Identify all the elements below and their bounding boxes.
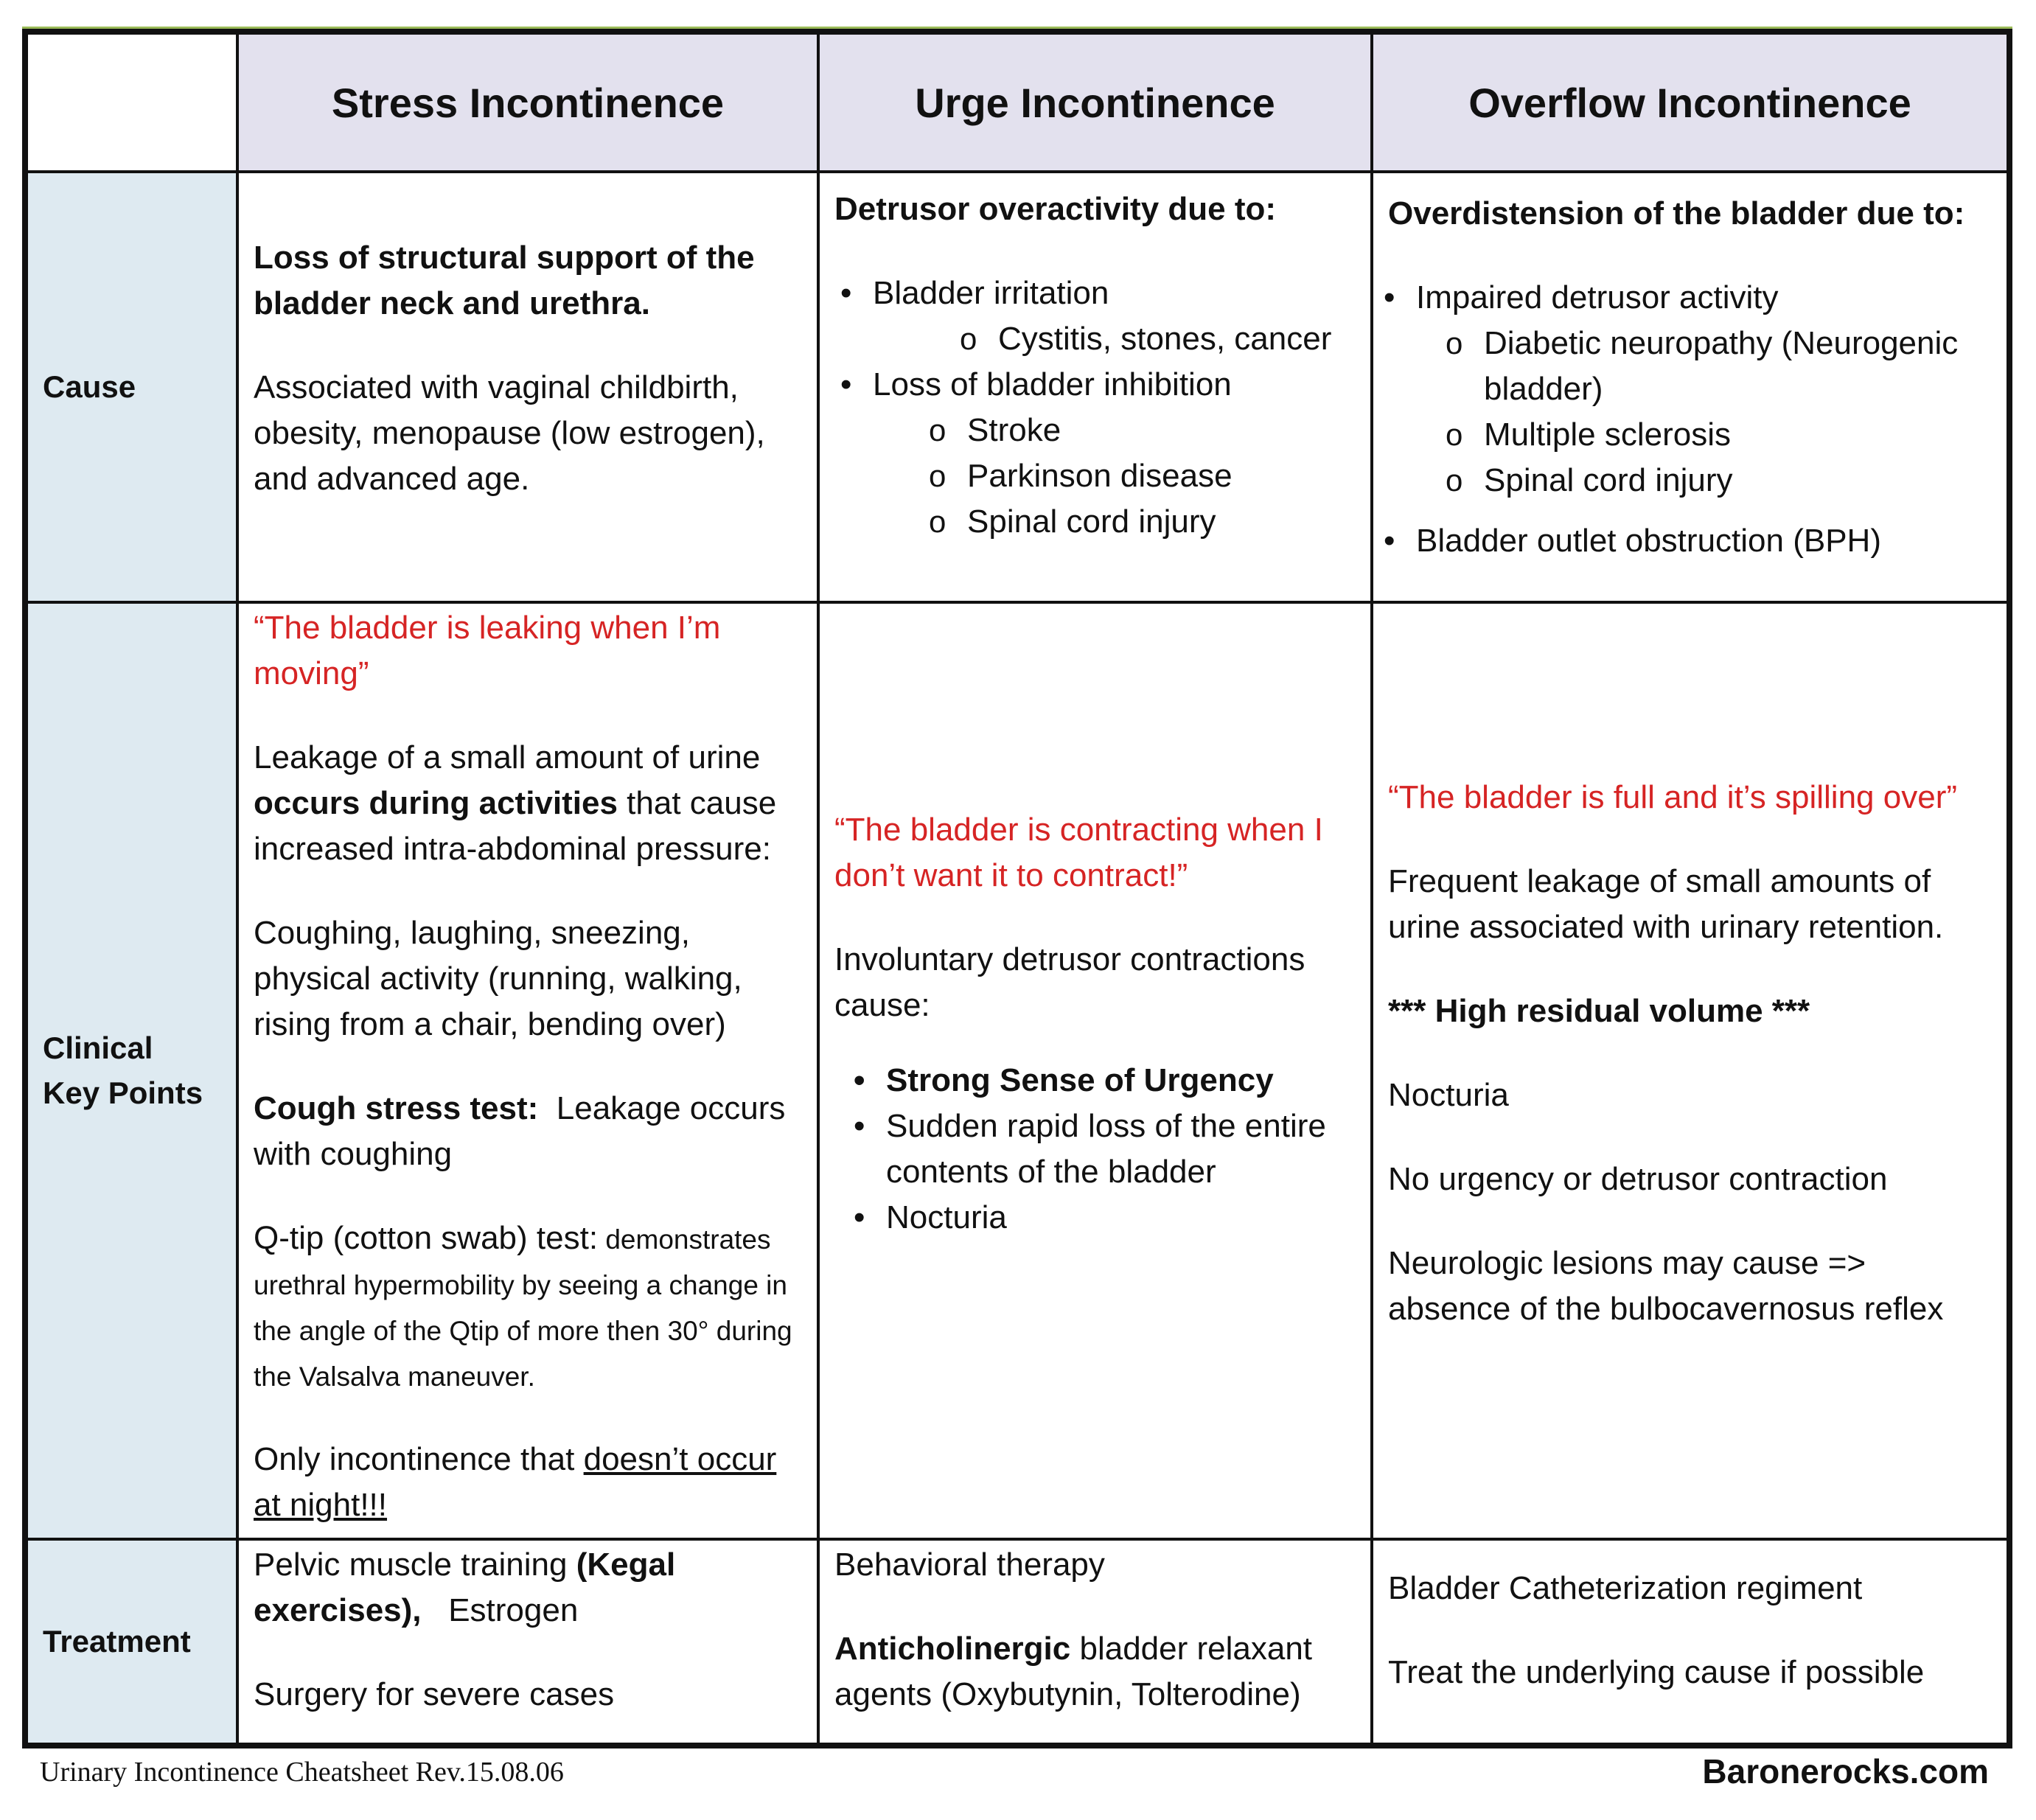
list-item: • Sudden rapid loss of the entire contents of the bladder — [886, 1103, 1356, 1195]
clinical-urge-list — [834, 1058, 1356, 1241]
cause-overflow-list — [1388, 275, 1992, 564]
clinical-stress-cell — [237, 602, 818, 1539]
clinical-urge-quote: “The bladder is contracting when I don’t want it to contract!” — [834, 812, 1323, 893]
clinical-row — [27, 602, 2008, 1539]
clinical-overflow-cell — [1372, 602, 2008, 1539]
list-item: o Cystitis, stones, cancer — [998, 316, 1356, 362]
row-header-treatment — [27, 1539, 237, 1744]
clinical-stress-qtip-test: Q-tip (cotton swab) test: demonstrates urethral hypermobility by seeing a change in the angle of the Qtip of more then 30° during the Valsalva maneuver. — [254, 1220, 792, 1392]
treatment-stress-line1: Pelvic muscle training (Kegal exercises), Estrogen — [254, 1547, 676, 1628]
row-header-treatment-label: Treatment — [43, 1623, 191, 1659]
list-item: o Spinal cord injury — [1484, 458, 1992, 503]
cheatsheet-table-frame — [22, 29, 2012, 1748]
clinical-overflow-text: Frequent leakage of small amounts of urine associated with urinary retention. — [1388, 863, 1944, 945]
treatment-urge-cell — [818, 1539, 1372, 1744]
cause-overflow-heading: Overdistension of the bladder due to: — [1388, 195, 1965, 231]
list-item: • Bladder irritation o Cystitis, stones, cancer — [873, 271, 1356, 362]
cause-stress-bold: Loss of structural support of the bladder neck and urethra. — [254, 240, 755, 321]
list-item: o Multiple sclerosis — [1484, 412, 1992, 458]
row-header-cause — [27, 172, 237, 602]
clinical-urge-cell — [818, 602, 1372, 1539]
cause-urge-heading: Detrusor overactivity due to: — [834, 191, 1277, 227]
clinical-stress-night: Only incontinence that doesn’t occur at night!!! — [254, 1441, 777, 1523]
footer-revision: Urinary Incontinence Cheatsheet Rev.15.08.06 — [40, 1757, 564, 1788]
clinical-overflow-neuro: Neurologic lesions may cause => absence of the bulbocavernosus reflex — [1388, 1245, 1944, 1327]
cause-overflow-cell — [1372, 172, 2008, 602]
clinical-overflow-quote: “The bladder is full and it’s spilling over” — [1388, 779, 1957, 815]
col-header-overflow: Overflow Incontinence — [1372, 33, 2008, 172]
corner-cell — [27, 33, 237, 172]
cause-row — [27, 172, 2008, 602]
clinical-stress-quote: “The bladder is leaking when I’m moving” — [254, 610, 721, 691]
header-row — [27, 33, 2008, 172]
clinical-stress-leakage: Leakage of a small amount of urine occurs during activities that cause increased intra-abdominal pressure: — [254, 739, 777, 867]
incontinence-table — [25, 32, 2009, 1746]
col-header-urge: Urge Incontinence — [818, 33, 1372, 172]
clinical-stress-cough-test: Cough stress test: Leakage occurs with coughing — [254, 1090, 795, 1172]
cause-urge-list — [834, 271, 1356, 545]
clinical-stress-activities: Coughing, laughing, sneezing, physical activity (running, walking, rising from a chair, bending over) — [254, 915, 742, 1042]
cause-stress-cell — [237, 172, 818, 602]
clinical-overflow-nocturia: Nocturia — [1388, 1077, 1509, 1113]
clinical-urge-text: Involuntary detrusor contractions cause: — [834, 941, 1305, 1023]
row-header-clinical-line2: Key Points — [43, 1075, 203, 1110]
list-item: o Diabetic neuropathy (Neurogenic bladder) — [1484, 321, 1992, 412]
list-item: o Spinal cord injury — [967, 499, 1356, 545]
list-item: • Strong Sense of Urgency — [886, 1058, 1356, 1103]
cause-stress-text: Associated with vaginal childbirth, obesity, menopause (low estrogen), and advanced age. — [254, 369, 765, 497]
treatment-overflow-line2: Treat the underlying cause if possible — [1388, 1654, 1925, 1690]
row-header-cause-label: Cause — [43, 369, 136, 404]
treatment-stress-cell — [237, 1539, 818, 1744]
col-header-stress: Stress Incontinence — [237, 33, 818, 172]
treatment-urge-line1: Behavioral therapy — [834, 1547, 1105, 1583]
treatment-overflow-line1: Bladder Catheterization regiment — [1388, 1570, 1863, 1606]
list-item: • Bladder outlet obstruction (BPH) — [1416, 518, 1992, 564]
cause-urge-cell — [818, 172, 1372, 602]
treatment-stress-line2: Surgery for severe cases — [254, 1676, 615, 1712]
list-item: • Impaired detrusor activity o Diabetic neuropathy (Neurogenic bladder) o Multiple sclerosis o Spinal cord injury — [1416, 275, 1992, 503]
footer-site-link[interactable]: Baronerocks.com — [1702, 1752, 1989, 1791]
list-item: • Loss of bladder inhibition o Stroke o Parkinson disease o Spinal cord injury — [873, 362, 1356, 545]
list-item: • Nocturia — [886, 1195, 1356, 1241]
treatment-row — [27, 1539, 2008, 1744]
treatment-urge-line2: Anticholinergic bladder relaxant agents (Oxybutynin, Tolterodine) — [834, 1631, 1313, 1712]
clinical-overflow-residual: *** High residual volume *** — [1388, 993, 1810, 1029]
row-header-clinical-line1: Clinical — [43, 1030, 153, 1065]
list-item: o Stroke — [967, 408, 1356, 453]
row-header-clinical — [27, 602, 237, 1539]
clinical-overflow-no-urgency: No urgency or detrusor contraction — [1388, 1161, 1888, 1197]
treatment-overflow-cell — [1372, 1539, 2008, 1744]
list-item: o Parkinson disease — [967, 453, 1356, 499]
